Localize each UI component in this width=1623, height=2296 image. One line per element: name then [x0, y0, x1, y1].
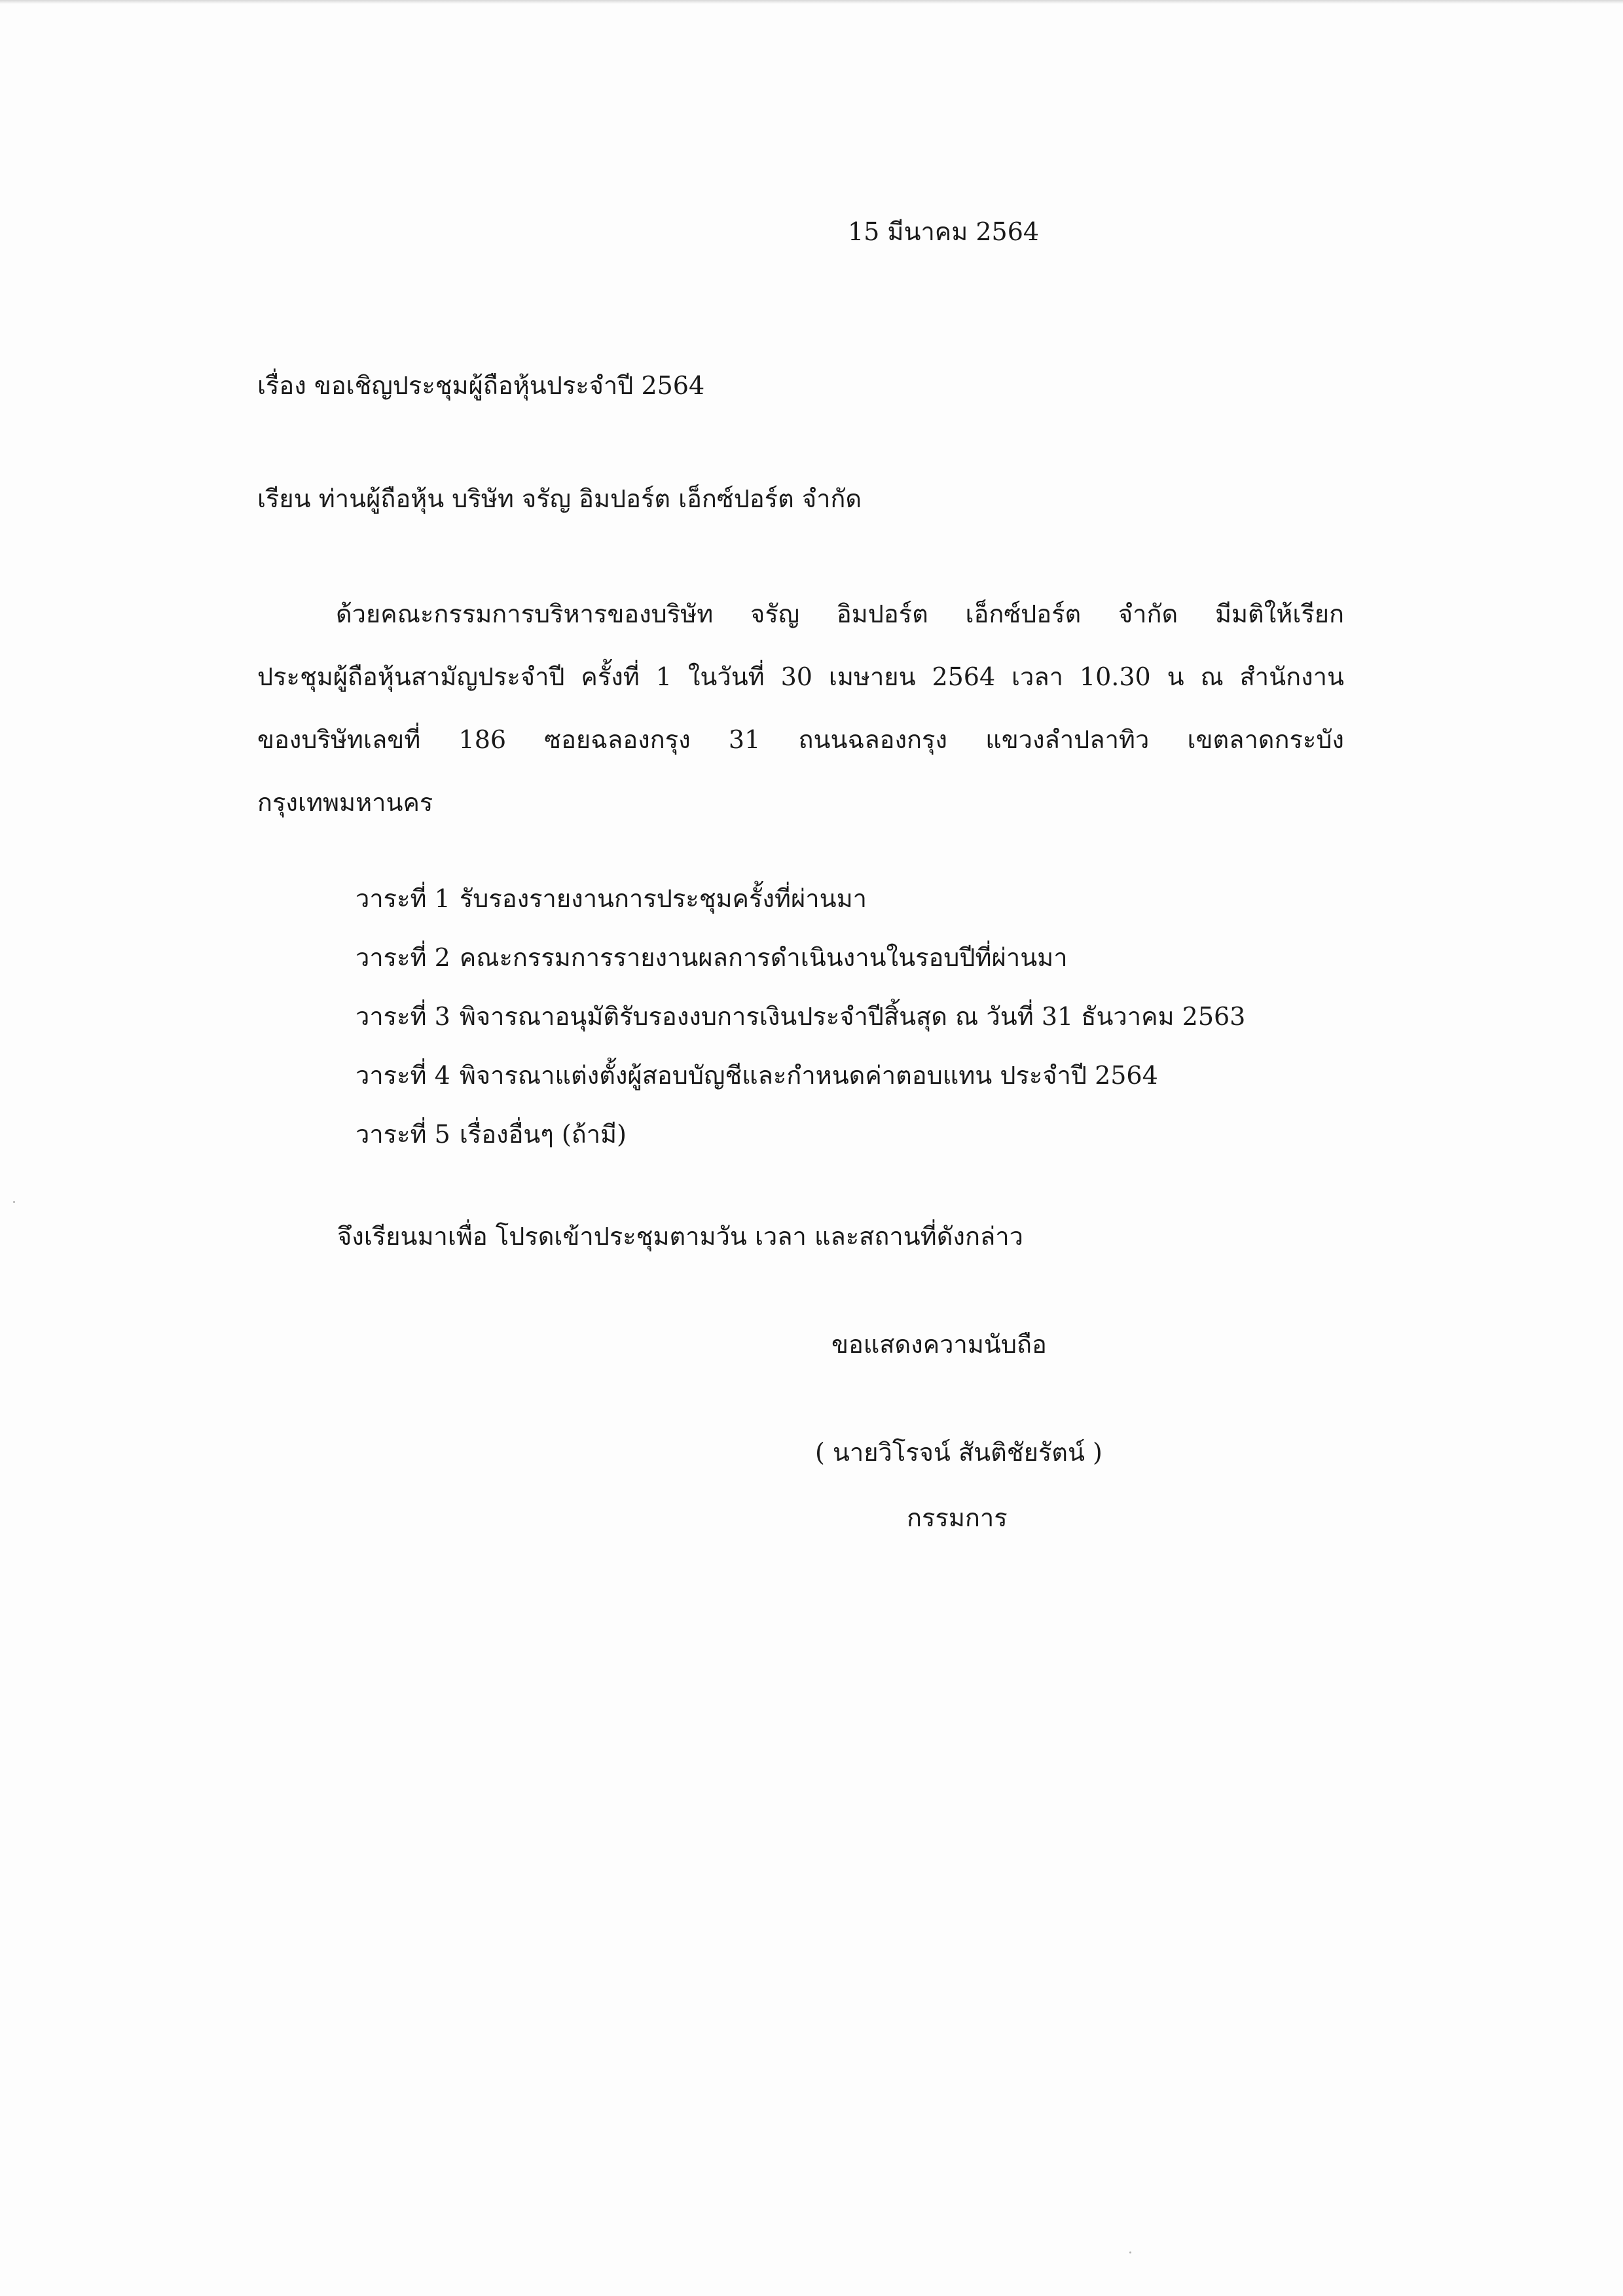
agenda-text: พิจารณาแต่งตั้งผู้สอบบัญชีและกำหนดค่าตอบแทน ประจำปี 2564 — [459, 1061, 1158, 1090]
scan-speck — [1129, 2251, 1131, 2253]
agenda-item — [356, 869, 1245, 928]
agenda-label: วาระที่ 4 — [356, 1061, 450, 1090]
agenda-label: วาระที่ 5 — [356, 1120, 450, 1149]
letter-date: 15 มีนาคม 2564 — [848, 217, 1040, 246]
scan-speck — [13, 1201, 15, 1203]
agenda-item — [356, 1105, 1245, 1164]
agenda-list — [356, 869, 1245, 1164]
letter-salutation: เรียน ท่านผู้ถือหุ้น บริษัท จรัญ อิมปอร์ต เอ็กซ์ปอร์ต จำกัด — [257, 484, 862, 513]
agenda-label: วาระที่ 2 — [356, 943, 450, 972]
letter-regards: ขอแสดงความนับถือ — [831, 1330, 1047, 1359]
body-line: ด้วยคณะกรรมการบริหารของบริษัท จรัญ อิมปอร์ต เอ็กซ์ปอร์ต จำกัด มีมติให้เรียก — [336, 600, 1344, 628]
letter-subject: เรื่อง ขอเชิญประชุมผู้ถือหุ้นประจำปี 2564 — [257, 371, 705, 400]
body-line: ของบริษัทเลขที่ 186 ซอยฉลองกรุง 31 ถนนฉลองกรุง แขวงลำปลาทิว เขตลาดกระบัง — [257, 725, 1344, 754]
letter-body — [257, 583, 1344, 834]
letter-closing: จึงเรียนมาเพื่อ โปรดเข้าประชุมตามวัน เวลา และสถานที่ดังกล่าว — [337, 1222, 1023, 1251]
signer-name: ( นายวิโรจน์ สันติชัยรัตน์ ) — [815, 1438, 1103, 1467]
agenda-item — [356, 987, 1245, 1046]
body-line: กรุงเทพมหานคร — [257, 788, 433, 817]
scan-edge — [0, 0, 1623, 4]
agenda-text: รับรองรายงานการประชุมครั้งที่ผ่านมา — [459, 884, 867, 913]
agenda-label: วาระที่ 1 — [356, 884, 450, 913]
body-line: ประชุมผู้ถือหุ้นสามัญประจำปี ครั้งที่ 1 ในวันที่ 30 เมษายน 2564 เวลา 10.30 น ณ สำนักงาน — [257, 662, 1344, 691]
agenda-text: เรื่องอื่นๆ (ถ้ามี) — [459, 1120, 627, 1149]
agenda-label: วาระที่ 3 — [356, 1002, 450, 1031]
agenda-text: พิจารณาอนุมัติรับรองงบการเงินประจำปีสิ้นสุด ณ วันที่ 31 ธันวาคม 2563 — [459, 1002, 1246, 1031]
agenda-item — [356, 928, 1245, 987]
agenda-text: คณะกรรมการรายงานผลการดำเนินงานในรอบปีที่ผ่านมา — [459, 943, 1068, 972]
signer-position: กรรมการ — [907, 1503, 1008, 1532]
agenda-item — [356, 1046, 1245, 1105]
